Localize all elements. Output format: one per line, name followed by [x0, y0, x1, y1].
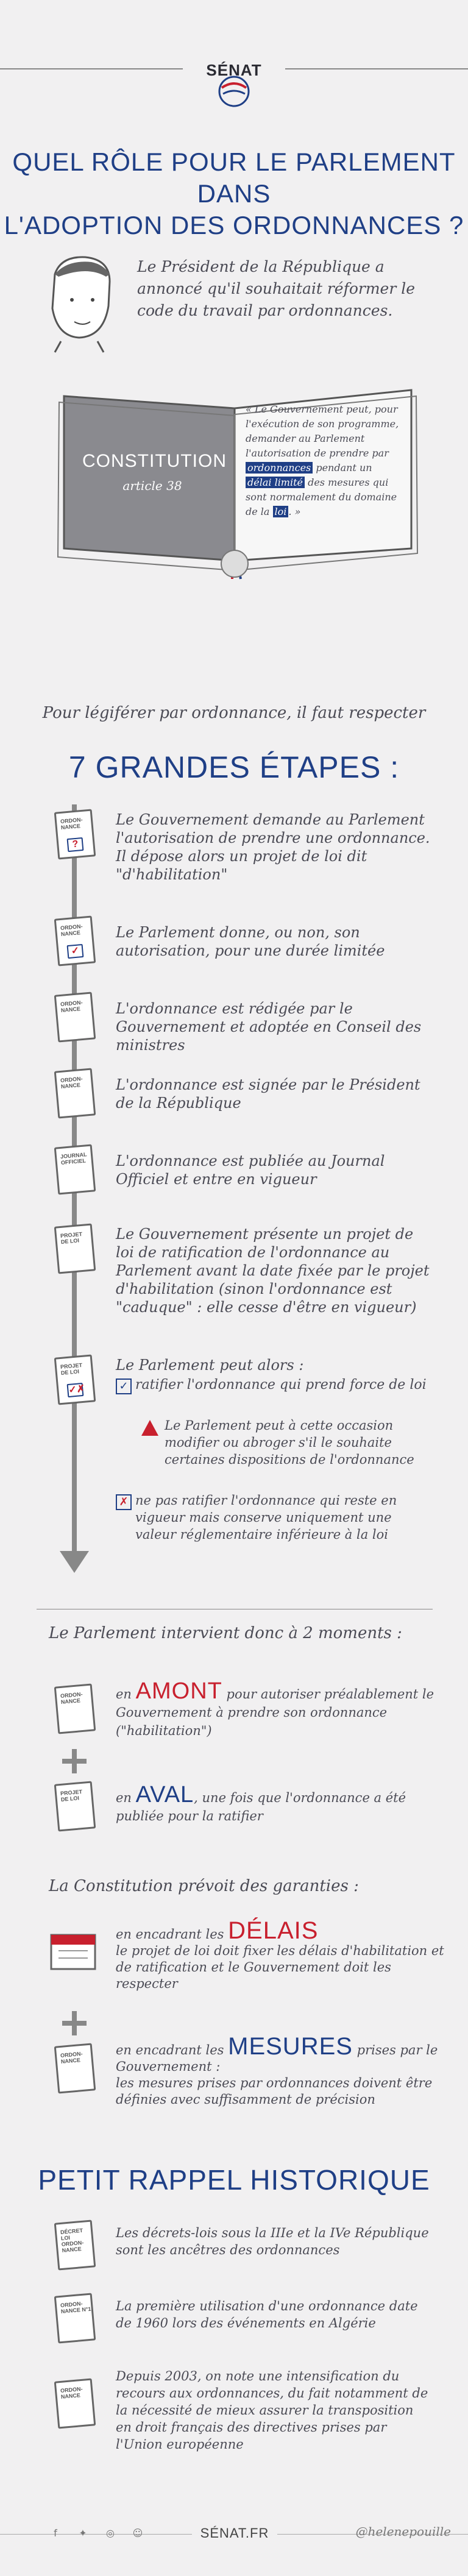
- constitution-book: [52, 378, 424, 585]
- step-1-doc-icon: [54, 809, 96, 859]
- amont-text: [116, 1678, 439, 1740]
- step-2-doc-icon: [54, 915, 96, 966]
- doc-tag: PROJET DE LOI: [60, 1788, 83, 1803]
- instagram-icon[interactable]: ◎: [106, 2527, 115, 2539]
- step-7-text: Le Parlement peut alors :: [116, 1357, 304, 1374]
- title-line-2: L'ADOPTION DES ORDONNANCES ?: [4, 211, 464, 240]
- doc-tag: PROJET DE LOI: [60, 1230, 83, 1245]
- cross-box-icon: ✗: [116, 1494, 132, 1510]
- rappel-2-doc-icon: [54, 2293, 96, 2343]
- twitter-icon[interactable]: ✦: [79, 2527, 87, 2539]
- quote-part-b: pendant un: [316, 462, 372, 474]
- delais-text: [116, 1917, 445, 1992]
- header-rule-right: [285, 68, 468, 69]
- delais-keyword: DÉLAIS: [228, 1917, 319, 1944]
- amont-prefix: en: [116, 1687, 132, 1701]
- aval-desc: , une fois que l'ordonnance a été publiée pour la ratifier: [116, 1790, 406, 1823]
- brand-text: SÉNAT: [206, 61, 262, 79]
- timeline-arrow-icon: [60, 1551, 89, 1573]
- mesures-prefix: en encadrant les: [116, 2043, 224, 2057]
- footer-brand-link[interactable]: SÉNAT.FR: [192, 2523, 277, 2544]
- doc-tag: PROJET DE LOI: [60, 1361, 83, 1376]
- quote-part-c: des mesures qui sont normalement du domaine de la: [246, 477, 397, 517]
- page-title: [0, 146, 468, 241]
- step-4-doc-icon: [54, 1068, 96, 1118]
- highlight-loi: loi: [273, 506, 289, 517]
- header-rule-left: [0, 68, 183, 69]
- step-6-text: Le Gouvernement présente un projet de loi de ratification de l'ordonnance au Parlement avant la date fixée par le projet d'habilitation (sinon l'ordonnance est "caduque" : elle cesse d'être en vigueur): [116, 1226, 430, 1316]
- mesures-doc-icon: [54, 2043, 96, 2093]
- step-3-text: L'ordonnance est rédigée par le Gouvernement et adoptée en Conseil des ministres: [116, 1000, 422, 1054]
- step-4-text: L'ordonnance est signée par le Président de la République: [116, 1076, 420, 1112]
- highlight-delai: délai limité: [246, 477, 305, 488]
- intro-text: Le Président de la République a annoncé qu'il souhaitait réformer le code du travail par ordonnances.: [137, 258, 416, 319]
- doc-tag: ORDON-NANCE N°1: [60, 2300, 91, 2315]
- senat-logo: [197, 24, 271, 110]
- doc-tag: ORDON-NANCE: [60, 1691, 83, 1705]
- moments-intro: Le Parlement intervient donc à 2 moments :: [49, 1624, 402, 1642]
- doc-tag: ORDON-NANCE: [60, 923, 83, 937]
- calendar-icon: [49, 1929, 98, 1971]
- rappel-1-doc-icon: [54, 2219, 96, 2270]
- plus-icon: [62, 1749, 87, 1773]
- delais-desc: le projet de loi doit fixer les délais d'habilitation et de ratification et le Gouvernement doit les respecter: [116, 1943, 444, 1991]
- rappel-2-text: La première utilisation d'une ordonnance date de 1960 lors des événements en Algérie: [116, 2299, 418, 2330]
- aval-doc-icon: [54, 1781, 96, 1831]
- constitution-cover-title: CONSTITUTION: [82, 451, 227, 471]
- steps-title: 7 GRANDES ÉTAPES :: [68, 750, 400, 784]
- step-7-option-2: ne pas ratifier l'ordonnance qui reste en vigueur mais conserve uniquement une valeur réglementaire inférieure à la loi: [135, 1493, 397, 1542]
- rappel-3-doc-icon: [54, 2378, 96, 2429]
- delais-prefix: en encadrant les: [116, 1927, 224, 1942]
- step-3-doc-icon: [54, 992, 96, 1042]
- doc-tag: ORDON-NANCE: [60, 816, 83, 831]
- article-38-quote: [246, 402, 401, 519]
- quote-end: . »: [288, 506, 301, 517]
- doc-tag: JOURNAL OFFICIEL: [60, 1151, 87, 1166]
- aval-keyword: AVAL: [135, 1782, 194, 1808]
- mesures-desc: les mesures prises par ordonnances doivent être définies avec suffisamment de précision: [116, 2076, 433, 2107]
- warning-icon: [141, 1420, 158, 1436]
- aval-text: [116, 1782, 439, 1825]
- doc-tag: ORDON-NANCE: [60, 999, 83, 1013]
- title-line-1: QUEL RÔLE POUR LE PARLEMENT DANS: [12, 147, 456, 208]
- doc-tag: ORDON-NANCE: [60, 2050, 83, 2065]
- doc-tag: ORDON-NANCE: [60, 2385, 83, 2400]
- step-5-text: L'ordonnance est publiée au Journal Officiel et entre en vigueur: [116, 1152, 385, 1188]
- step-7-warning: Le Parlement peut à cette occasion modifier ou abroger s'il le souhaite certaines dispositions de l'ordonnance: [165, 1418, 414, 1467]
- rappel-3-text: Depuis 2003, on note une intensification du recours aux ordonnances, du fait notamment de la nécessité de mieux assurer la transposition en droit français des directives prises par l'Union européenne: [116, 2369, 428, 2452]
- aval-prefix: en: [116, 1790, 132, 1805]
- doc-mark: ?: [67, 837, 84, 852]
- amont-desc: pour autoriser préalablement le Gouvernement à prendre son ordonnance ("habilitation"): [116, 1687, 434, 1738]
- president-portrait: [37, 250, 122, 353]
- step-2-text: Le Parlement donne, ou non, son autorisation, pour une durée limitée: [116, 924, 385, 959]
- checkbox-icon: ✓: [116, 1378, 132, 1394]
- step-7-option-1: ratifier l'ordonnance qui prend force de loi: [135, 1377, 427, 1393]
- rappel-title: PETIT RAPPEL HISTORIQUE: [38, 2164, 430, 2196]
- constitution-cover-sub: article 38: [122, 478, 182, 493]
- mesures-keyword: MESURES: [228, 2033, 353, 2060]
- step-6-doc-icon: [54, 1223, 96, 1274]
- mesures-suffix: prises par le Gouvernement :: [116, 2043, 438, 2074]
- amont-keyword: AMONT: [135, 1678, 222, 1704]
- step-7-doc-icon: [54, 1354, 96, 1405]
- facebook-icon[interactable]: f: [54, 2527, 57, 2539]
- plus-icon-2: [62, 2011, 87, 2035]
- quote-part-a: « Le Gouvernement peut, pour l'exécution de son programme, demander au Parlement l'autorisation de prendre par: [246, 403, 399, 459]
- doc-tag: ORDON-NANCE: [60, 1075, 83, 1090]
- amont-doc-icon: [54, 1683, 96, 1734]
- step-1-text: Le Gouvernement demande au Parlement l'autorisation de prendre une ordonnance. Il dépose alors un projet de loi dit "d'habilitation": [116, 811, 430, 883]
- doc-mark: ✓✗: [67, 1383, 84, 1397]
- footer-credit: @helenepouille: [355, 2524, 451, 2539]
- steps-intro: Pour légiférer par ordonnance, il faut respecter: [42, 704, 426, 722]
- step-5-doc-icon: [54, 1144, 96, 1194]
- snapchat-icon[interactable]: ☺: [132, 2527, 143, 2539]
- garanties-intro: La Constitution prévoit des garanties :: [49, 1877, 359, 1895]
- highlight-ordonnances: ordonnances: [246, 462, 313, 474]
- doc-tag: DÉCRET LOI ORDON-NANCE: [60, 2227, 84, 2254]
- rappel-1-text: Les décrets-lois sous la IIIe et la IVe République sont les ancêtres des ordonnances: [116, 2226, 429, 2257]
- doc-mark: ✓: [67, 944, 84, 959]
- mesures-text: [116, 2033, 445, 2108]
